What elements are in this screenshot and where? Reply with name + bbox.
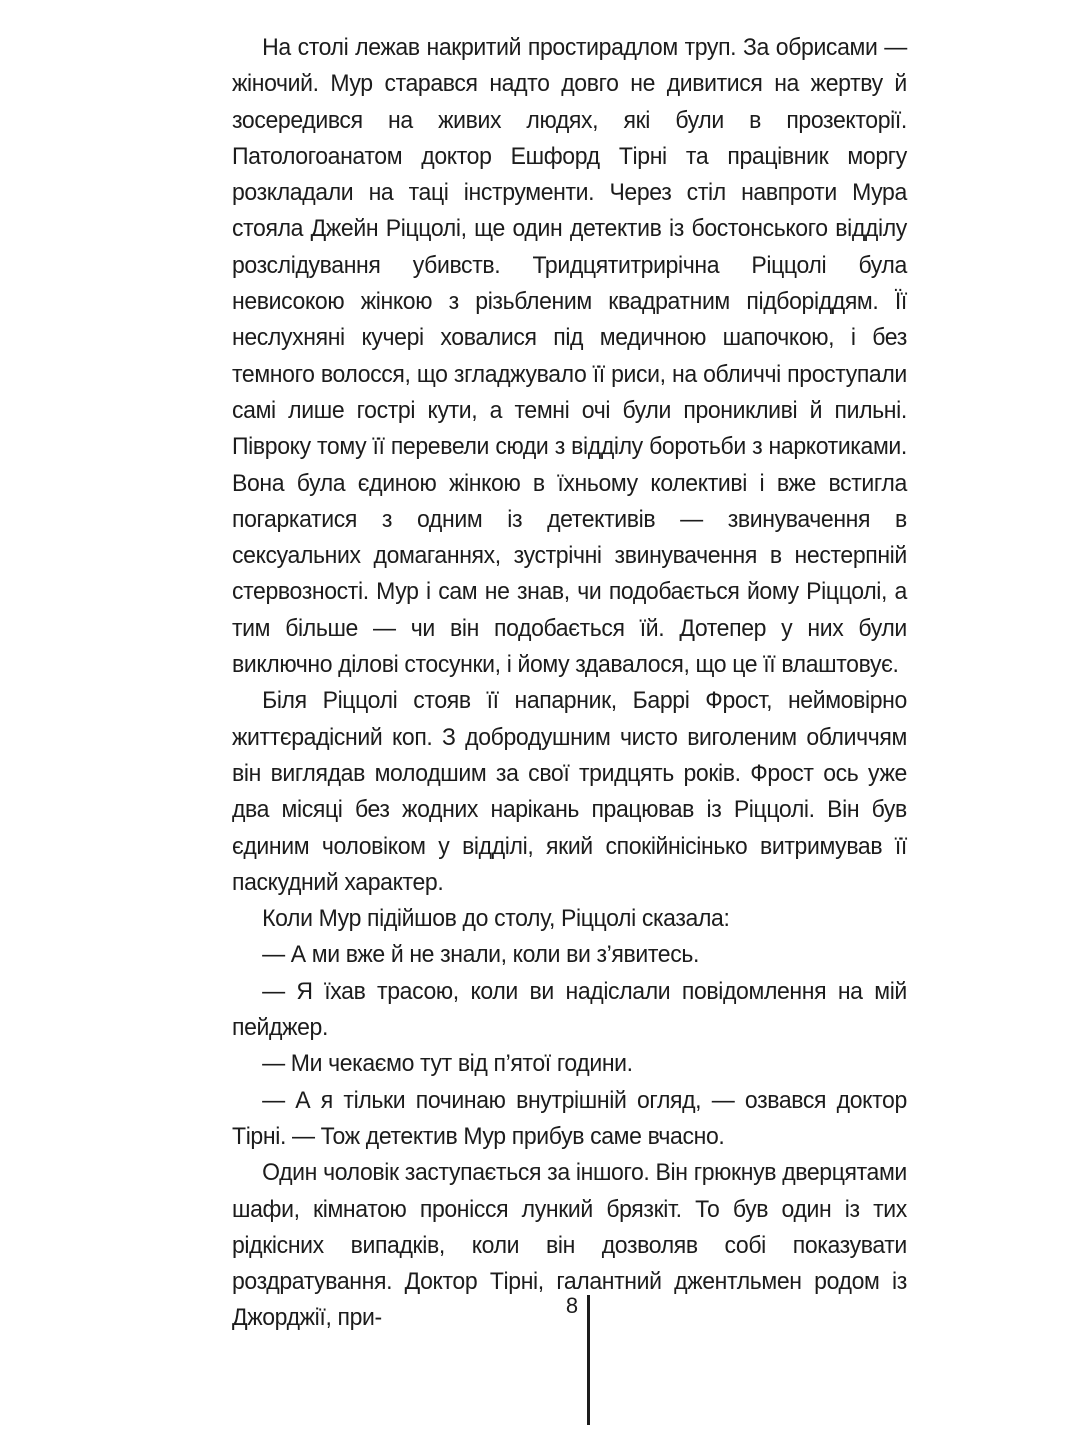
paragraph-7: — А я тільки починаю внутрішній огляд, — озвався доктор Тірні. — Тож детектив Мур прибув саме вчасно.	[232, 1086, 907, 1150]
paragraph-8: Один чоловік заступається за іншого. Він грюкнув дверцятами шафи, кімнатою пронісся лункий брязкіт. То був один із тих рідкісних випадків, коли він дозволяв собі показувати роздратування. Доктор Тірні, галантний джентльмен родом із Джорджії, при-	[232, 1159, 907, 1332]
page-divider-line	[587, 1295, 590, 1425]
paragraph-4: — А ми вже й не знали, коли ви з’явитесь.	[262, 941, 700, 969]
page-number: 8	[565, 1293, 579, 1318]
paragraph-2: Біля Ріццолі стояв її напарник, Баррі Фрост, неймовірно життєрадісний коп. З добродушним чисто виголеним обличчям він виглядав молодшим за свої тридцять років. Фрост ось уже два місяці без жодних нарікань працював із Ріццолі. Він був єдиним чоловіком у відділі, який спокійнісінько витримував її паскудний характер.	[232, 687, 907, 896]
body-text	[232, 30, 907, 1337]
paragraph-5: — Я їхав трасою, коли ви надіслали повідомлення на мій пейджер.	[232, 977, 907, 1042]
paragraph-6: — Ми чекаємо тут від п’ятої години.	[262, 1050, 633, 1078]
paragraph-3: Коли Мур підійшов до столу, Ріццолі сказала:	[262, 905, 730, 933]
paragraph-1: На столі лежав накритий простирадлом труп. За обрисами — жіночий. Мур старався надто довго не дивитися на жертву й зосередився на живих людях, які були в прозекторії. Патологоанатом доктор Ешфорд Тірні та працівник моргу розкладали на таці інструменти. Через стіл навпроти Мура стояла Джейн Ріццолі, ще один детектив із бостонського відділу розслідування убивств. Тридцятитрирічна Ріццолі була невисокою жінкою з різьбленим квадратним підборіддям. Її неслухняні кучері ховалися під медичною шапочкою, і без темного волосся, що згладжувало її риси, на обличчі проступали самі лише гострі кути, а темні очі були проникливі й пильні. Півроку тому її перевели сюди з відділу боротьби з наркотиками. Вона була єдиною жінкою в їхньому колективі і вже встигла погаркатися з одним із детективів — звинувачення в сексуальних домаганнях, зустрічні звинувачення в нестерпній стервозності. Мур і сам не знав, чи подобається йому Ріццолі, а тим більше — чи він подобається їй. Дотепер у них були виключно ділові стосунки, і йому здавалося, що це її влаштовує.	[232, 34, 907, 679]
